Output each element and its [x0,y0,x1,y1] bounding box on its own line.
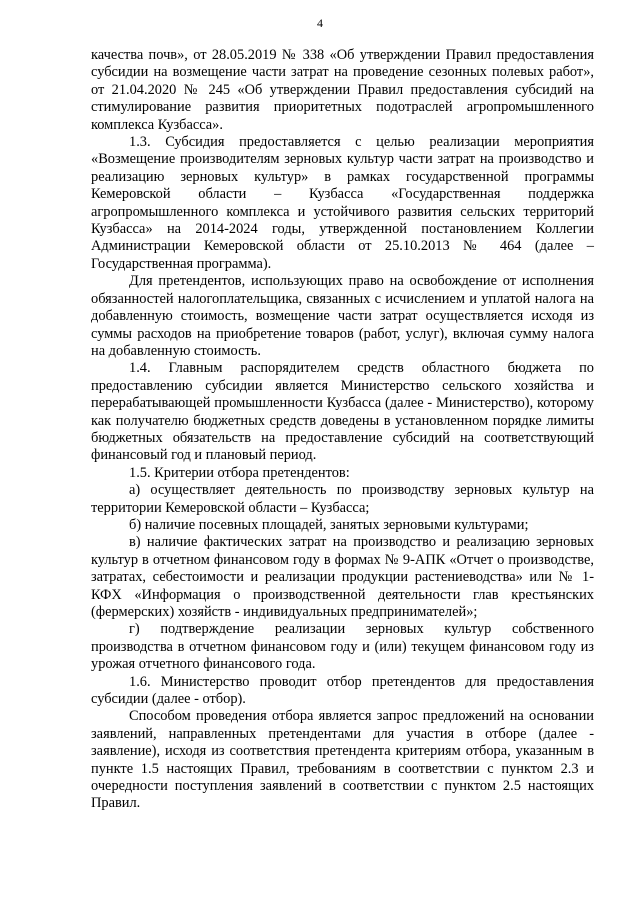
criterion-a: а) осуществляет деятельность по производству зерновых культур на территории Кемеровской области – Кузбасса; [91,482,594,516]
paragraph-1-5: 1.5. Критерии отбора претендентов: [129,464,350,481]
criterion-g: г) подтверждение реализации зерновых культур собственного производства в отчетном финансовом году и (или) текущем финансовом году из урожая отчетного финансового года. [91,621,594,673]
page-number: 4 [317,16,323,30]
criterion-b: б) наличие посевных площадей, занятых зерновыми культурами; [129,516,529,533]
paragraph-1-6: 1.6. Министерство проводит отбор претендентов для предоставления субсидии (далее - отбор). [91,673,594,708]
paragraph-vat-exempt: Для претендентов, использующих право на освобождение от исполнения обязанностей налогоплательщика, связанных с исчислением и уплатой налога на добавленную стоимость, возмещение части затрат осуществляется исходя из суммы расходов на приобретение товаров (работ, услуг), включая сумму налога на добавленную стоимость. [91,273,594,359]
document-body [91,47,594,813]
criterion-v: в) наличие фактических затрат на производство и реализацию зерновых культур в отчетном финансовом году в формах № 9-АПК «Отчет о производстве, затратах, себестоимости и реализации продукции растениеводства» или № 1-КФХ «Информация о производственной деятельности глав крестьянских (фермерских) хозяйств - индивидуальных предпринимателей»; [91,534,594,620]
paragraph-1: качества почв», от 28.05.2019 № 338 «Об утверждении Правил предоставления субсидии на возмещение части затрат на проведение сезонных полевых работ», от 21.04.2020 № 245 «Об утверждении Правил предоставления субсидий на стимулирование развития приоритетных подотраслей агропромышленного комплекса Кузбасса». [91,47,594,133]
paragraph-selection-method: Способом проведения отбора является запрос предложений на основании заявлений, направленных претендентами для участия в отборе (далее - заявление), исходя из соответствия претендента критериям отбора, указанным в пункте 1.5 настоящих Правил, требованиям в соответствии с пунктом 2.3 и очередности поступления заявлений в соответствии с пунктом 2.5 настоящих Правил. [91,708,594,812]
paragraph-1-3: 1.3. Субсидия предоставляется с целью реализации мероприятия «Возмещение производителям зерновых культур части затрат на производство и реализацию зерновых культур» в рамках государственной программы Кемеровской области – Кузбасса «Государственная поддержка агропромышленного комплекса и устойчивого развития сельских территорий Кузбасса» на 2014-2024 годы, утвержденной постановлением Коллегии Администрации Кемеровской области от 25.10.2013 № 464 (далее – Государственная программа). [91,134,594,272]
paragraph-1-4: 1.4. Главным распорядителем средств областного бюджета по предоставлению субсидии является Министерство сельского хозяйства и перерабатывающей промышленности Кузбасса (далее - Министерство), которому как получателю бюджетных средств доведены в установленном порядке лимиты бюджетных обязательств на предоставление субсидий на соответствующий финансовый год и плановый период. [91,360,594,464]
